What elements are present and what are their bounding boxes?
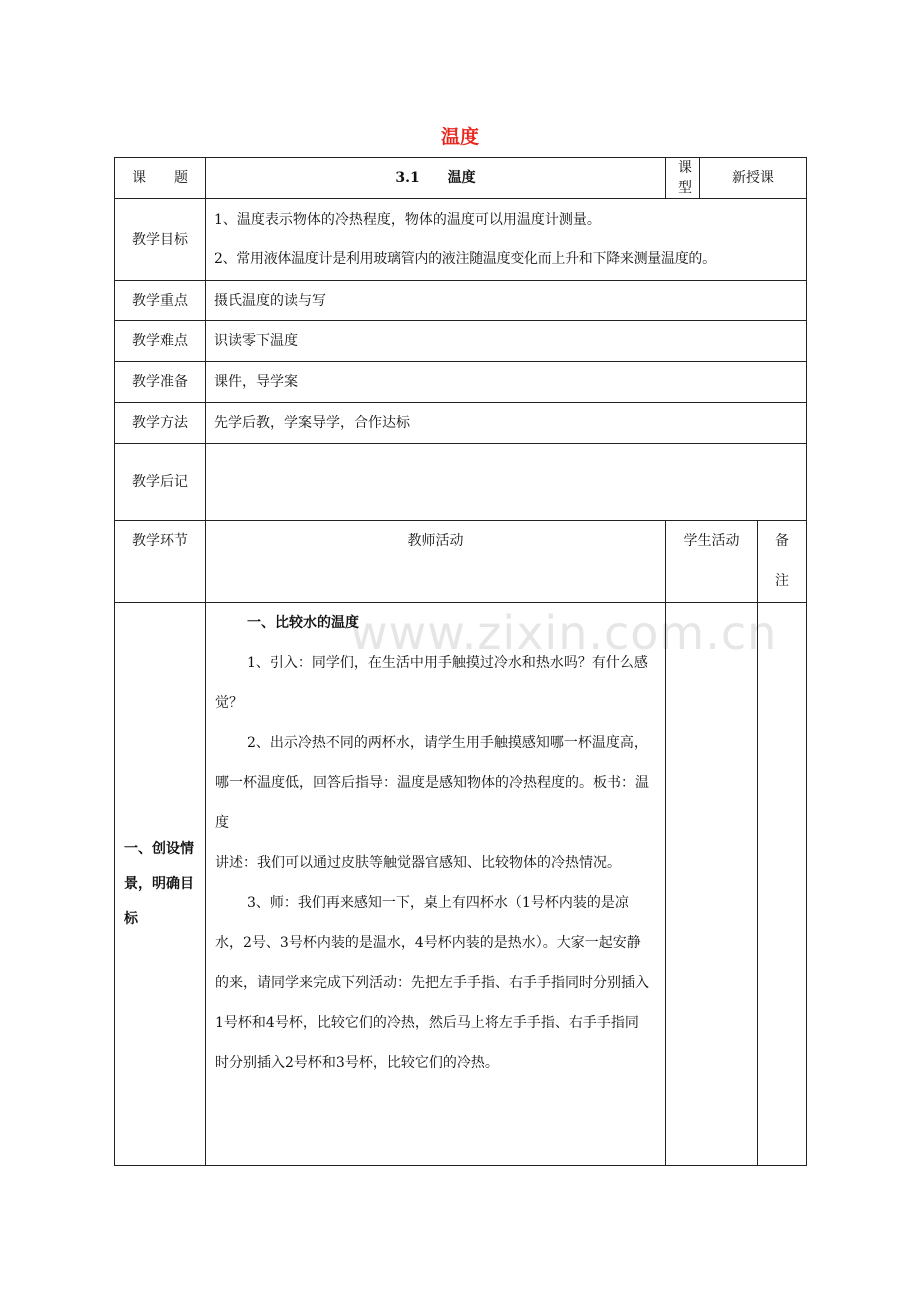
- section-heading: 一、比较水的温度: [247, 615, 359, 631]
- note-header-2: 注: [775, 573, 790, 589]
- type-label: 课型: [666, 158, 700, 199]
- paragraph: 3、师：我们再来感知一下，桌上有四杯水（1号杯内装的是凉水，2号、3号杯内装的是温水，4号杯内装的是热水）。大家一起安静的来，请同学来完成下列活动：先把左手手指、右手手指同时分别插入1号杯和4号杯，比较它们的冷热，然后马上将左手手指、右手手指同时分别插入2号杯和3号杯，比较它们的冷热。: [215, 895, 649, 1071]
- stage1-label: 一、创设情景，明确目标: [115, 603, 206, 1166]
- stage1-teacher-activity: [206, 603, 666, 1166]
- paragraph: 2、出示冷热不同的两杯水，请学生用手触摸感知哪一杯温度高，哪一杯温度低，回答后指导：温度是感知物体的冷热程度的。板书：温度: [215, 735, 649, 831]
- key-point-value: 摄氏温度的读与写: [206, 281, 807, 321]
- table-row: [115, 362, 807, 403]
- preparation-label: 教学准备: [115, 362, 206, 403]
- reflection-value: [206, 444, 807, 521]
- preparation-value: 课件，导学案: [206, 362, 807, 403]
- teacher-header: 教师活动: [206, 521, 666, 603]
- note-header-1: 备: [775, 533, 790, 549]
- stage1-note: [758, 603, 807, 1166]
- key-point-label: 教学重点: [115, 281, 206, 321]
- table-row: [115, 158, 807, 199]
- table-row: [115, 444, 807, 521]
- stage1-student-activity: [666, 603, 758, 1166]
- note-header: [758, 521, 807, 603]
- lesson-plan-table: [114, 157, 807, 1166]
- difficulty-label: 教学难点: [115, 321, 206, 362]
- goals-label: 教学目标: [115, 199, 206, 281]
- table-row: [115, 403, 807, 444]
- method-label: 教学方法: [115, 403, 206, 444]
- table-row: [115, 603, 807, 1166]
- topic-value: 3.1 温度: [206, 158, 666, 199]
- difficulty-value: 识读零下温度: [206, 321, 807, 362]
- stage-header: 教学环节: [115, 521, 206, 603]
- goal-item: 2、常用液体温度计是利用玻璃管内的液注随温度变化而上升和下降来测量温度的。: [214, 251, 716, 267]
- goal-item: 1、温度表示物体的冷热程度，物体的温度可以用温度计测量。: [214, 212, 601, 228]
- method-value: 先学后教，学案导学，合作达标: [206, 403, 807, 444]
- topic-label: 课 题: [115, 158, 206, 199]
- student-header: 学生活动: [666, 521, 758, 603]
- paragraph: 讲述：我们可以通过皮肤等触觉器官感知、比较物体的冷热情况。: [215, 855, 621, 871]
- reflection-label: 教学后记: [115, 444, 206, 521]
- table-row: [115, 281, 807, 321]
- paragraph: 1、引入：同学们，在生活中用手触摸过冷水和热水吗？有什么感觉？: [215, 655, 648, 711]
- table-row: [115, 521, 807, 603]
- table-row: [115, 321, 807, 362]
- watermark: www.zixin.com.cn: [350, 606, 778, 660]
- page-title: 温度: [440, 126, 479, 148]
- goals-content: [206, 199, 807, 281]
- type-value: 新授课: [700, 158, 807, 199]
- table-row: [115, 199, 807, 281]
